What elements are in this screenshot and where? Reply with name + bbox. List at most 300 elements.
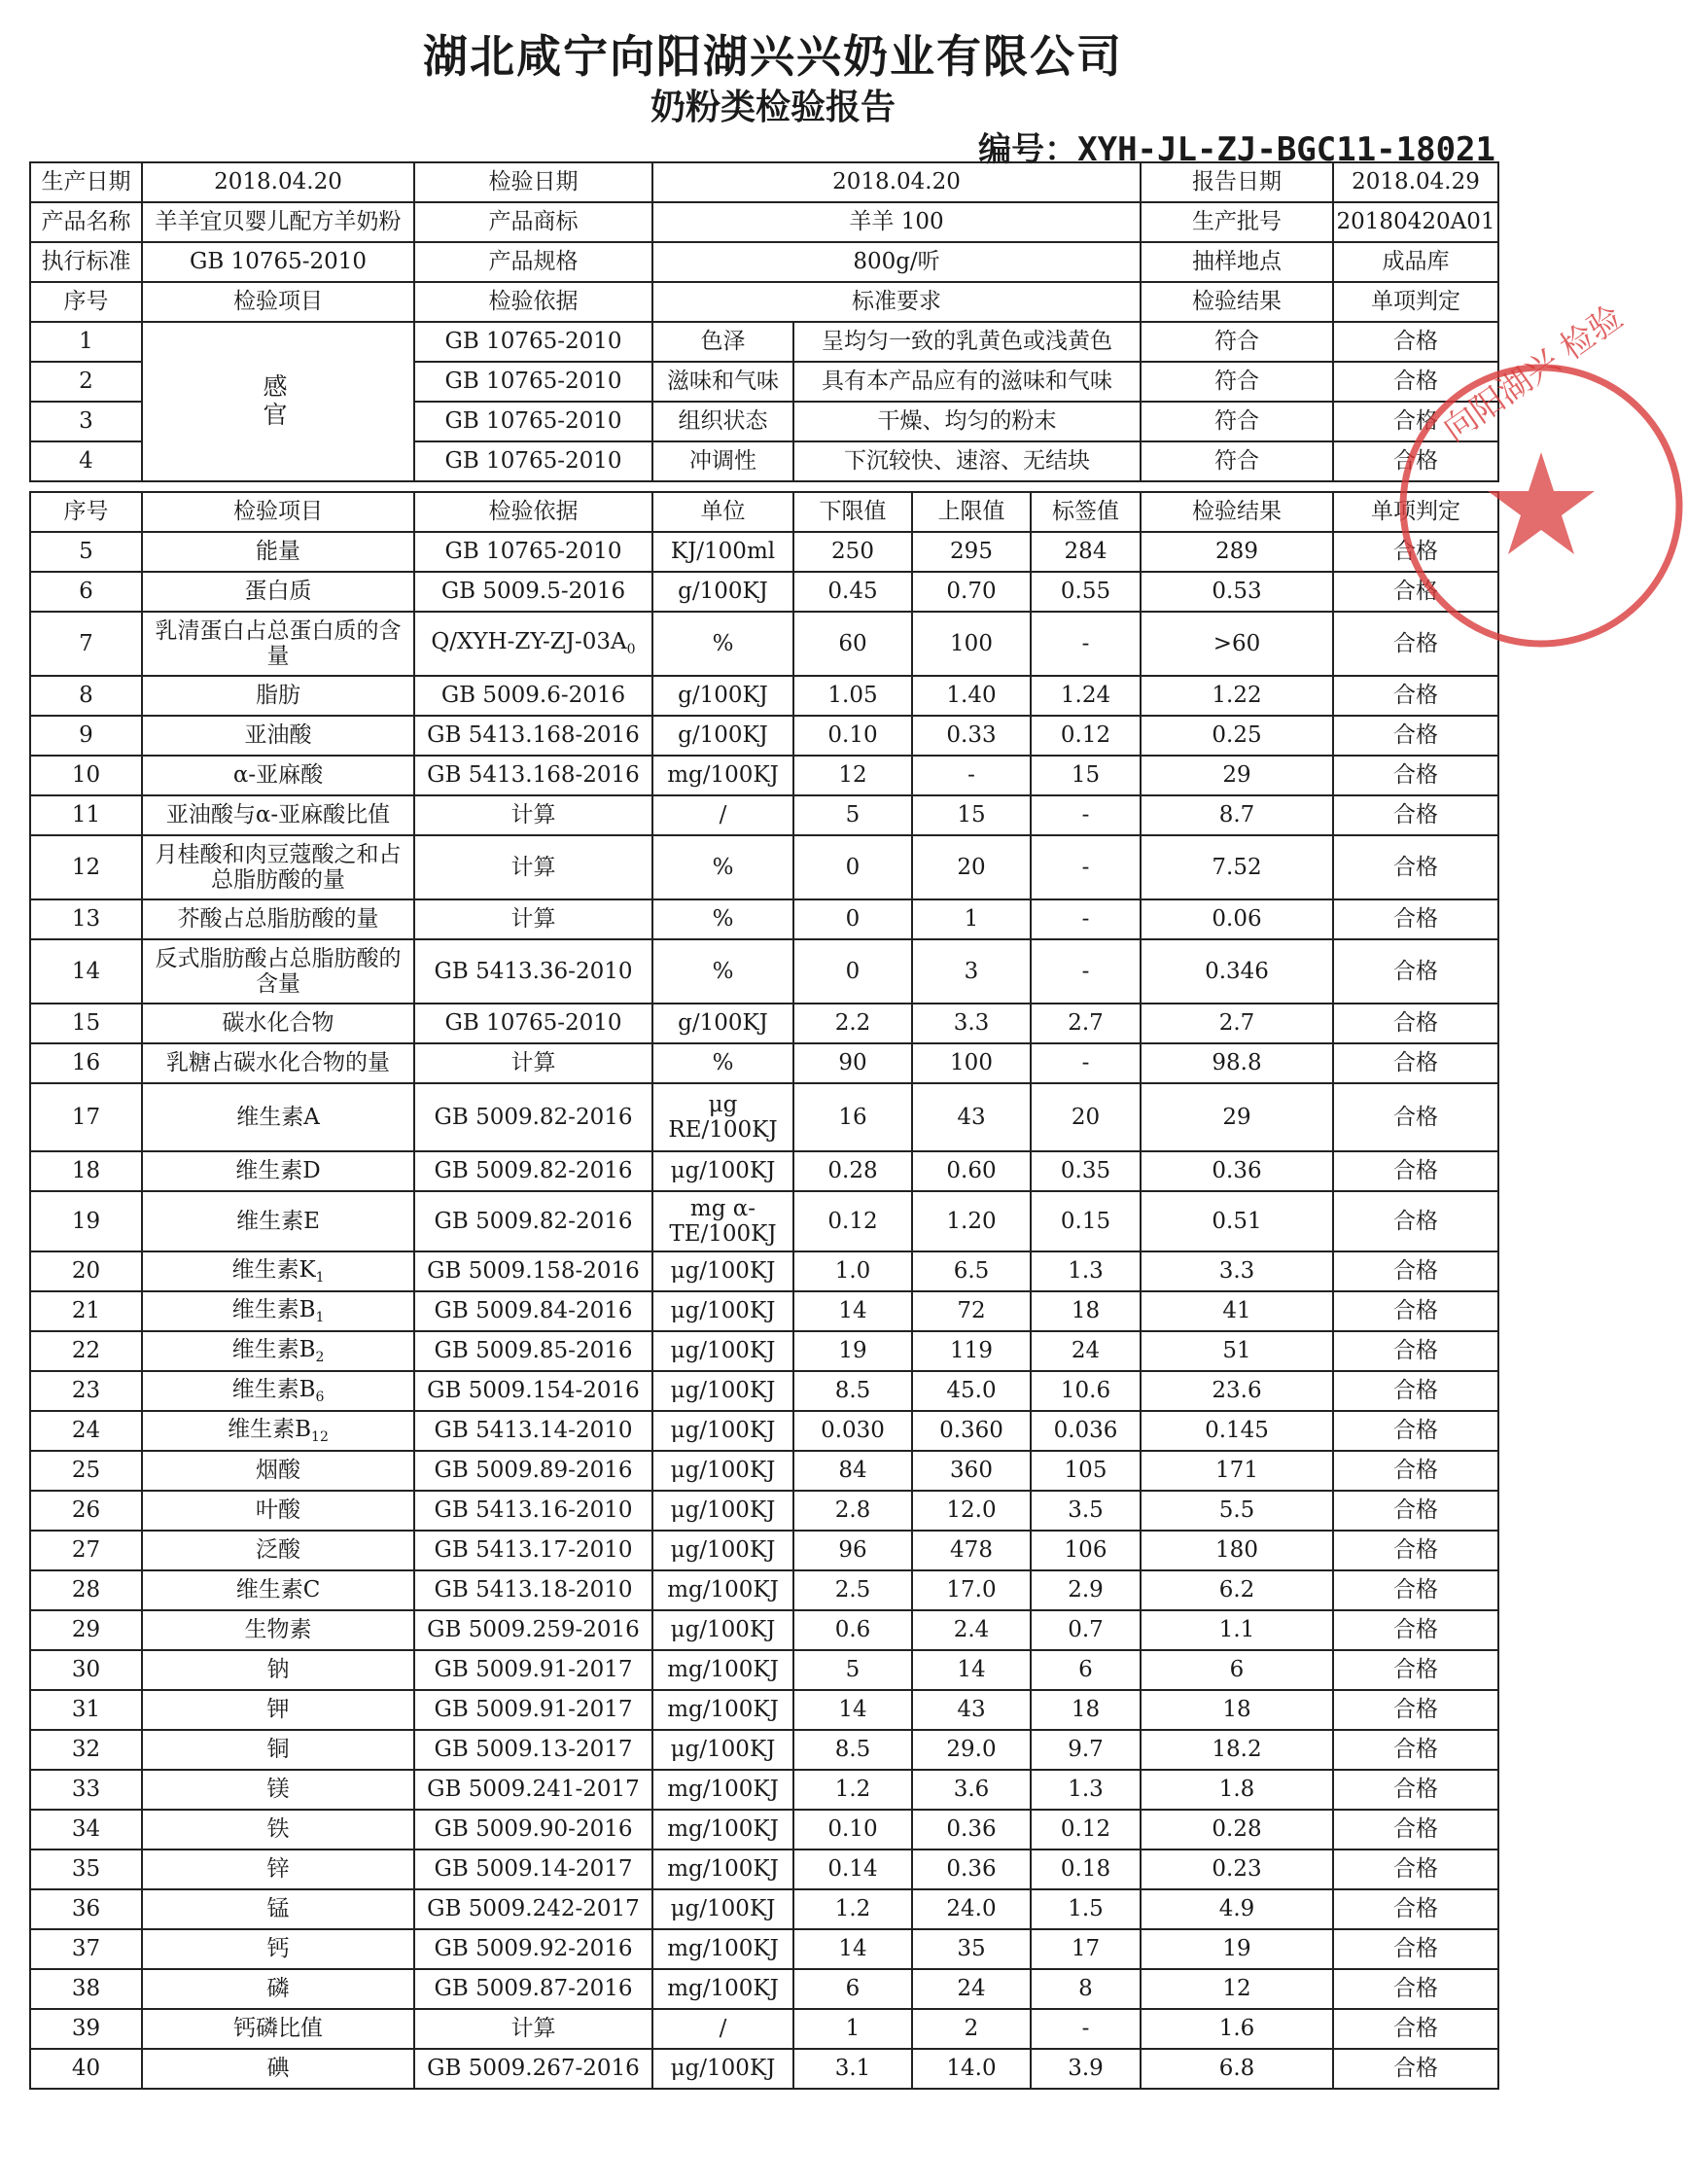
info-row	[30, 162, 1498, 202]
item-cell	[142, 1810, 414, 1849]
row-number: 8	[79, 683, 93, 709]
verdict-text: 合格	[1393, 2016, 1438, 2042]
unit-text: μg/100KJ	[670, 1158, 776, 1184]
result-cell	[1141, 835, 1333, 899]
verdict-text: 合格	[1393, 1777, 1438, 1803]
label-value-text: -	[1081, 802, 1090, 828]
unit-text: μg/100KJ	[670, 1258, 776, 1285]
lower-limit-cell	[793, 1371, 912, 1411]
basis-text: GB 5009.85-2016	[434, 1338, 633, 1364]
result-text: 0.28	[1212, 1816, 1262, 1843]
result-cell	[1141, 1849, 1333, 1889]
unit-cell	[652, 1151, 793, 1191]
label-value-text: 284	[1064, 539, 1107, 565]
basis-text: 计算	[510, 1050, 556, 1076]
upper-limit-text: 0.360	[939, 1418, 1003, 1444]
row-number: 9	[79, 722, 93, 749]
label-value-cell	[1031, 1969, 1141, 2009]
sensory-category	[142, 322, 414, 481]
item-cell	[142, 1191, 414, 1251]
upper-limit-text: 35	[957, 1936, 986, 1962]
unit-cell	[652, 1889, 793, 1929]
result-text: 180	[1215, 1537, 1258, 1564]
upper-limit-cell	[912, 939, 1031, 1004]
item-cell	[142, 795, 414, 835]
label-value-cell	[1031, 939, 1141, 1004]
table-row	[30, 1291, 1498, 1331]
header-cell: 检验结果	[1141, 492, 1333, 532]
requirement-cell: 具有本产品应有的滋味和气味	[793, 362, 1141, 402]
label-value-cell	[1031, 1570, 1141, 1610]
basis-cell	[414, 1451, 652, 1491]
unit-cell	[652, 899, 793, 939]
unit-text: g/100KJ	[678, 579, 768, 605]
row-number: 32	[71, 1737, 101, 1763]
row-number	[30, 835, 142, 899]
unit-cell	[652, 1083, 793, 1151]
item-text: 脂肪	[256, 683, 300, 709]
verdict-cell	[1333, 1810, 1498, 1849]
upper-limit-cell	[912, 1610, 1031, 1650]
result-cell	[1141, 572, 1333, 612]
verdict-cell: 合格	[1333, 402, 1498, 441]
unit-cell	[652, 1451, 793, 1491]
row-number: 4	[30, 441, 142, 481]
verdict-text: 合格	[1393, 2056, 1438, 2082]
row-number	[30, 1929, 142, 1969]
verdict-text: 合格	[1393, 1936, 1438, 1962]
table-row	[30, 1810, 1498, 1849]
verdict-cell	[1333, 2049, 1498, 2089]
basis-cell	[414, 1151, 652, 1191]
lower-limit-cell	[793, 1650, 912, 1690]
item-text: 能量	[256, 539, 300, 565]
upper-limit-text: 24.0	[946, 1896, 997, 1922]
verdict-cell	[1333, 939, 1498, 1004]
upper-limit-cell	[912, 2009, 1031, 2049]
row-number	[30, 1969, 142, 2009]
basis-cell: GB 10765-2010	[414, 362, 652, 402]
item-text: α-亚麻酸	[232, 762, 324, 789]
row-number	[30, 1650, 142, 1690]
row-number	[30, 899, 142, 939]
verdict-cell	[1333, 612, 1498, 676]
result-text: 18	[1222, 1697, 1251, 1723]
item-cell	[142, 2009, 414, 2049]
unit-text: mg/100KJ	[667, 1777, 779, 1803]
verdict-cell: 合格	[1333, 441, 1498, 481]
upper-limit-cell	[912, 1770, 1031, 1810]
verdict-cell	[1333, 1331, 1498, 1371]
item-text: 磷	[266, 1976, 290, 2002]
unit-text: μg/100KJ	[670, 1737, 776, 1763]
result-text: 29	[1222, 1104, 1251, 1130]
row-number: 40	[71, 2056, 101, 2082]
unit-text: g/100KJ	[678, 722, 768, 749]
info-sensory-table	[29, 161, 1499, 482]
verdict-cell	[1333, 1491, 1498, 1531]
verdict-cell	[1333, 1251, 1498, 1291]
basis-cell	[414, 1730, 652, 1770]
basis-cell	[414, 1650, 652, 1690]
item-text: 碳水化合物	[222, 1010, 334, 1037]
lower-limit-text: 0.030	[821, 1418, 885, 1444]
row-number: 16	[71, 1050, 101, 1076]
unit-cell	[652, 1730, 793, 1770]
label-value-text: -	[1081, 1050, 1090, 1076]
label-value-cell	[1031, 1849, 1141, 1889]
lower-limit-text: 0.6	[834, 1617, 871, 1643]
unit-text: μg/100KJ	[670, 1896, 776, 1922]
report-date-label: 报告日期	[1141, 162, 1333, 202]
unit-text: μg RE/100KJ	[668, 1091, 778, 1143]
verdict-text: 合格	[1393, 1657, 1438, 1683]
nutrient-table-body	[30, 492, 1498, 2089]
row-number: 26	[71, 1497, 101, 1524]
row-number	[30, 756, 142, 795]
verdict-text: 合格	[1393, 1338, 1438, 1364]
upper-limit-cell	[912, 1690, 1031, 1730]
verdict-text: 合格	[1393, 1976, 1438, 2002]
row-number: 25	[71, 1458, 101, 1484]
lower-limit-text: 0.10	[827, 1816, 878, 1843]
item-text: 亚油酸与α-亚麻酸比值	[165, 802, 391, 828]
upper-limit-text: 43	[957, 1104, 986, 1130]
row-number	[30, 1083, 142, 1151]
lower-limit-cell	[793, 2009, 912, 2049]
label-value-cell	[1031, 1531, 1141, 1570]
verdict-cell	[1333, 1191, 1498, 1251]
table-row	[30, 1889, 1498, 1929]
header-cell: 检验项目	[142, 282, 414, 322]
lower-limit-cell	[793, 1291, 912, 1331]
basis-cell	[414, 756, 652, 795]
upper-limit-text: 24	[957, 1976, 986, 2002]
header-cell: 序号	[30, 282, 142, 322]
row-number: 28	[71, 1577, 101, 1603]
label-value-text: -	[1081, 854, 1090, 880]
basis-cell	[414, 1531, 652, 1570]
basis-cell	[414, 795, 652, 835]
row-number: 13	[71, 906, 101, 933]
lower-limit-cell	[793, 1331, 912, 1371]
upper-limit-text: 43	[957, 1697, 986, 1723]
label-value-cell	[1031, 756, 1141, 795]
result-text: 0.346	[1205, 958, 1269, 984]
table-row	[30, 1610, 1498, 1650]
header-cell: 标准要求	[652, 282, 1141, 322]
result-text: 5.5	[1218, 1497, 1255, 1524]
lower-limit-cell	[793, 1531, 912, 1570]
unit-text: KJ/100ml	[670, 539, 776, 565]
table-row	[30, 1690, 1498, 1730]
verdict-text: 合格	[1393, 1050, 1438, 1076]
table-row	[30, 1451, 1498, 1491]
basis-text: GB 5009.84-2016	[434, 1298, 633, 1324]
unit-cell	[652, 1191, 793, 1251]
basis-text: GB 5009.154-2016	[427, 1378, 640, 1404]
table-row	[30, 1151, 1498, 1191]
result-text: 0.36	[1212, 1158, 1262, 1184]
item-text: 碘	[266, 2056, 290, 2082]
label-value-text: 9.7	[1068, 1737, 1104, 1763]
nutrient-header-row	[30, 492, 1498, 532]
basis-text: GB 5009.259-2016	[427, 1617, 640, 1643]
verdict-cell	[1333, 572, 1498, 612]
result-text: 1.6	[1218, 2016, 1255, 2042]
verdict-text: 合格	[1393, 762, 1438, 789]
result-text: 0.145	[1205, 1418, 1269, 1444]
lower-limit-text: 0.14	[827, 1856, 878, 1883]
label-value-cell	[1031, 899, 1141, 939]
upper-limit-cell	[912, 1411, 1031, 1451]
table-row	[30, 1770, 1498, 1810]
item-text: 维生素B	[231, 1296, 316, 1322]
table-row	[30, 1650, 1498, 1690]
row-number: 33	[71, 1777, 101, 1803]
label-value-text: -	[1081, 906, 1090, 933]
basis-cell	[414, 1191, 652, 1251]
item-cell	[142, 835, 414, 899]
row-number: 30	[71, 1657, 101, 1683]
label-value-text: 0.18	[1060, 1856, 1111, 1883]
table-row	[30, 1191, 1498, 1251]
basis-text: GB 5009.92-2016	[434, 1936, 633, 1962]
basis-text: GB 5009.90-2016	[434, 1816, 633, 1843]
lower-limit-text: 5	[845, 802, 861, 828]
unit-text: μg/100KJ	[670, 2056, 776, 2082]
result-text: 6.8	[1218, 2056, 1255, 2082]
verdict-text: 合格	[1393, 906, 1438, 933]
verdict-cell	[1333, 1610, 1498, 1650]
item-cell	[142, 1291, 414, 1331]
batch-value: 20180420A01	[1333, 202, 1498, 242]
upper-limit-cell	[912, 1969, 1031, 2009]
label-value-cell	[1031, 835, 1141, 899]
unit-text: mg/100KJ	[667, 1816, 779, 1843]
result-text: 6	[1229, 1657, 1245, 1683]
result-cell	[1141, 1451, 1333, 1491]
result-text: 289	[1215, 539, 1258, 565]
label-value-cell	[1031, 2009, 1141, 2049]
lower-limit-cell	[793, 1849, 912, 1889]
label-value-cell	[1031, 1491, 1141, 1531]
result-cell	[1141, 899, 1333, 939]
row-number: 22	[71, 1338, 101, 1364]
item-cell	[142, 1650, 414, 1690]
basis-cell	[414, 1331, 652, 1371]
row-number	[30, 1889, 142, 1929]
label-value-cell	[1031, 532, 1141, 572]
verdict-cell	[1333, 716, 1498, 756]
label-value-cell	[1031, 1043, 1141, 1083]
item-text: 乳糖占碳水化合物的量	[166, 1050, 390, 1076]
table-row	[30, 1570, 1498, 1610]
basis-cell	[414, 1004, 652, 1043]
table-row	[30, 1004, 1498, 1043]
item-text: 钠	[266, 1657, 290, 1683]
verdict-text: 合格	[1393, 1896, 1438, 1922]
lower-limit-cell	[793, 1690, 912, 1730]
subscript: 1	[315, 1309, 325, 1325]
unit-text: mg/100KJ	[667, 1577, 779, 1603]
row-number: 20	[71, 1258, 101, 1285]
verdict-cell	[1333, 1929, 1498, 1969]
upper-limit-cell	[912, 795, 1031, 835]
row-number	[30, 1251, 142, 1291]
header-cell: 下限值	[793, 492, 912, 532]
table-row	[30, 1083, 1498, 1151]
unit-cell	[652, 1251, 793, 1291]
result-cell	[1141, 1969, 1333, 2009]
basis-text: 计算	[510, 2016, 556, 2042]
unit-cell	[652, 1969, 793, 2009]
table-row	[30, 756, 1498, 795]
verdict-cell	[1333, 1004, 1498, 1043]
label-value-text: -	[1081, 2016, 1090, 2042]
info-row	[30, 202, 1498, 242]
upper-limit-text: 17.0	[946, 1577, 997, 1603]
result-text: 2.7	[1218, 1010, 1255, 1037]
verdict-cell	[1333, 1650, 1498, 1690]
result-text: 8.7	[1218, 802, 1255, 828]
unit-text: g/100KJ	[678, 1010, 768, 1037]
sensory-item-cell: 滋味和气味	[652, 362, 793, 402]
row-number: 17	[71, 1104, 101, 1130]
verdict-cell	[1333, 1291, 1498, 1331]
row-number	[30, 716, 142, 756]
verdict-text: 合格	[1393, 1497, 1438, 1524]
basis-text: 计算	[510, 906, 556, 933]
header-cell: 单位	[652, 492, 793, 532]
upper-limit-cell	[912, 1929, 1031, 1969]
basis-text: GB 5009.91-2017	[434, 1697, 633, 1723]
unit-cell	[652, 1570, 793, 1610]
result-text: 18.2	[1212, 1737, 1262, 1763]
row-number	[30, 676, 142, 716]
verdict-cell	[1333, 1151, 1498, 1191]
verdict-text: 合格	[1393, 1617, 1438, 1643]
verdict-text: 合格	[1393, 802, 1438, 828]
basis-cell	[414, 1411, 652, 1451]
result-cell	[1141, 2009, 1333, 2049]
upper-limit-text: 15	[957, 802, 986, 828]
basis-cell	[414, 612, 652, 676]
basis-cell: GB 10765-2010	[414, 441, 652, 481]
basis-cell	[414, 899, 652, 939]
category-char: 官	[263, 401, 294, 429]
lower-limit-cell	[793, 1570, 912, 1610]
row-number	[30, 1043, 142, 1083]
basis-text: GB 5009.91-2017	[434, 1657, 633, 1683]
label-value-text: 105	[1064, 1458, 1107, 1484]
item-cell	[142, 1004, 414, 1043]
nutrient-table	[29, 491, 1499, 2090]
table-row	[30, 1371, 1498, 1411]
upper-limit-text: 119	[950, 1338, 993, 1364]
row-number	[30, 612, 142, 676]
upper-limit-cell	[912, 1083, 1031, 1151]
unit-text: mg/100KJ	[667, 1697, 779, 1723]
upper-limit-text: -	[967, 762, 975, 789]
info-row	[30, 242, 1498, 282]
row-number: 6	[79, 579, 93, 605]
label-value-text: 1.3	[1068, 1777, 1104, 1803]
label-value-cell	[1031, 676, 1141, 716]
result-cell	[1141, 1251, 1333, 1291]
sampling-value: 成品库	[1333, 242, 1498, 282]
table-row	[30, 572, 1498, 612]
basis-cell	[414, 2009, 652, 2049]
basis-text: GB 5413.168-2016	[427, 722, 640, 749]
verdict-cell: 合格	[1333, 322, 1498, 362]
lower-limit-text: 0	[845, 854, 861, 880]
label-value-cell	[1031, 1690, 1141, 1730]
lower-limit-cell	[793, 1083, 912, 1151]
upper-limit-cell	[912, 1004, 1031, 1043]
item-cell	[142, 1411, 414, 1451]
lower-limit-text: 12	[838, 762, 867, 789]
item-text: 锰	[266, 1896, 290, 1922]
row-number: 10	[71, 762, 101, 789]
upper-limit-text: 100	[950, 630, 993, 656]
verdict-text: 合格	[1393, 539, 1438, 565]
lower-limit-text: 0.10	[827, 722, 878, 749]
trademark-value: 羊羊 100	[652, 202, 1141, 242]
verdict-cell	[1333, 1889, 1498, 1929]
label-value-text: 1.3	[1068, 1258, 1104, 1285]
upper-limit-cell	[912, 1810, 1031, 1849]
item-text: 维生素B	[228, 1416, 312, 1442]
lower-limit-cell	[793, 676, 912, 716]
row-number: 27	[71, 1537, 101, 1564]
verdict-text: 合格	[1393, 854, 1438, 880]
row-number: 34	[71, 1816, 101, 1843]
label-value-text: 0.12	[1060, 1816, 1111, 1843]
upper-limit-cell	[912, 1371, 1031, 1411]
result-text: 0.53	[1212, 579, 1262, 605]
unit-text: mg/100KJ	[667, 1856, 779, 1883]
trademark-label: 产品商标	[414, 202, 652, 242]
result-text: 7.52	[1212, 854, 1262, 880]
table-row	[30, 1531, 1498, 1570]
label-value-cell	[1031, 1650, 1141, 1690]
verdict-text: 合格	[1393, 1258, 1438, 1285]
row-number: 1	[30, 322, 142, 362]
table-row	[30, 1730, 1498, 1770]
lower-limit-text: 14	[838, 1298, 867, 1324]
basis-cell	[414, 1043, 652, 1083]
row-number	[30, 1810, 142, 1849]
lower-limit-text: 3.1	[834, 2056, 871, 2082]
row-number	[30, 1291, 142, 1331]
upper-limit-text: 295	[950, 539, 993, 565]
result-cell	[1141, 1411, 1333, 1451]
subscript: 0	[626, 642, 636, 658]
label-value-text: 20	[1071, 1104, 1101, 1130]
item-cell	[142, 1151, 414, 1191]
unit-cell	[652, 2049, 793, 2089]
row-number	[30, 1531, 142, 1570]
upper-limit-cell	[912, 1531, 1031, 1570]
report-title: 奶粉类检验报告	[650, 88, 896, 127]
item-text: 维生素E	[236, 1208, 320, 1234]
item-text: 泛酸	[256, 1537, 300, 1564]
upper-limit-cell	[912, 716, 1031, 756]
row-number: 7	[79, 630, 93, 656]
result-cell	[1141, 1570, 1333, 1610]
result-text: 0.06	[1212, 906, 1262, 933]
